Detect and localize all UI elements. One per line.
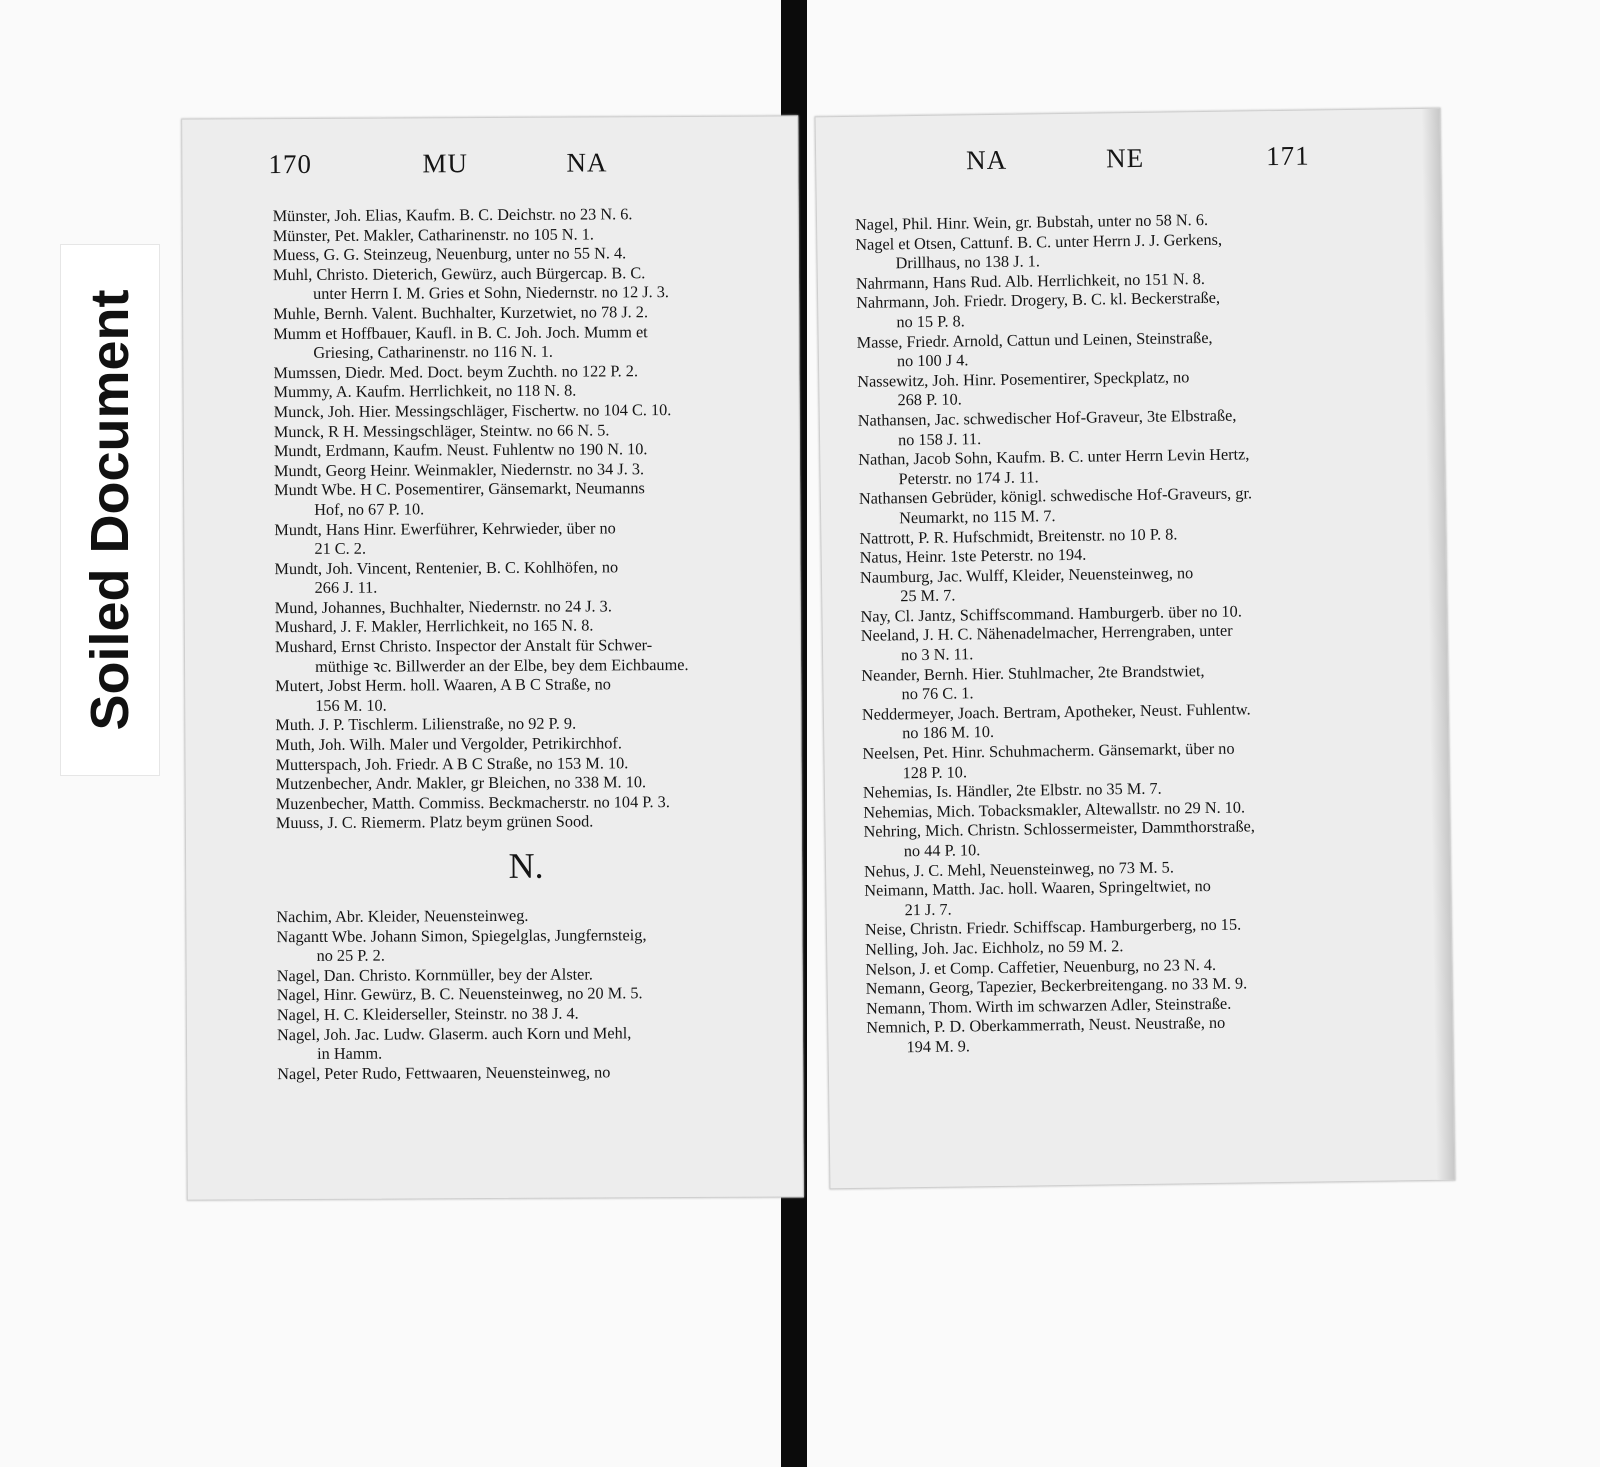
directory-entry: Mutert, Jobst Herm. holl. Waaren, A B C Straße, no [275, 674, 611, 696]
directory-entry: Nelling, Joh. Jac. Eichholz, no 59 M. 2. [865, 936, 1124, 959]
directory-entry-continuation: Griesing, Catharinenstr. no 116 N. 1. [313, 341, 553, 363]
page-edge [1421, 109, 1454, 1180]
directory-entry: Mumssen, Diedr. Med. Doct. beym Zuchth. no 122 P. 2. [273, 360, 639, 382]
directory-entry: Nagel, Dan. Christo. Kornmüller, bey der Alster. [276, 964, 594, 985]
directory-entry-continuation: Neumarkt, no 115 M. 7. [899, 506, 1056, 528]
directory-entry-continuation: 25 M. 7. [900, 585, 956, 606]
directory-entry: Nehus, J. C. Mehl, Neuensteinweg, no 73 M. 5. [863, 857, 1174, 881]
directory-entry: Nemann, Thom. Wirth im schwarzen Adler, Steinstraße. [865, 993, 1232, 1018]
directory-entry: Nelson, J. et Comp. Caffetier, Neuenburg, no 23 N. 4. [865, 954, 1217, 979]
directory-entry: Naumburg, Jac. Wulff, Kleider, Neuensteinweg, no [859, 562, 1194, 587]
directory-entry: Neise, Christn. Friedr. Schiffscap. Hamburgerberg, no 15. [864, 914, 1242, 940]
directory-entry: Muth, Joh. Wilh. Maler und Vergolder, Petrikirchhof. [275, 733, 622, 755]
directory-entry: Nagantt Wbe. Johann Simon, Spiegelglas, Jungfernsteig, [276, 924, 647, 946]
directory-entry: Nathansen Gebrüder, königl. schwedische Hof-Graveurs, gr. [858, 483, 1253, 509]
directory-entry: Mutterspach, Joh. Friedr. A B C Straße, no 153 M. 10. [275, 752, 629, 774]
directory-entry-continuation: in Hamm. [317, 1043, 383, 1064]
directory-entry: Neelsen, Pet. Hinr. Schuhmacherm. Gänsemarkt, über no [862, 738, 1235, 763]
right-entries [855, 207, 1397, 1057]
directory-entry: Nahrmann, Joh. Friedr. Drogery, B. C. kl. Beckerstraße, [856, 288, 1221, 313]
directory-entry: Münster, Joh. Elias, Kaufm. B. C. Deichstr. no 23 N. 6. [272, 204, 633, 226]
directory-entry: Muhle, Bernh. Valent. Buchhalter, Kurzetwiet, no 78 J. 2. [273, 302, 649, 324]
directory-entry: Muzenbecher, Matth. Commiss. Beckmacherstr. no 104 P. 3. [275, 791, 670, 813]
section-letter-n: N. [508, 845, 544, 886]
right-page [815, 108, 1456, 1190]
directory-entry: Nehring, Mich. Christn. Schlossermeister, Dammthorstraße, [863, 816, 1256, 842]
right-header-right: NE [1105, 142, 1145, 174]
directory-entry: Neander, Bernh. Hier. Stuhlmacher, 2te Brandstwiet, [861, 660, 1205, 685]
directory-entry-continuation: 268 P. 10. [897, 389, 962, 410]
directory-entry: Mundt, Joh. Vincent, Rentenier, B. C. Kohlhöfen, no [274, 557, 619, 578]
directory-entry: Nathan, Jacob Sohn, Kaufm. B. C. unter Herrn Levin Hertz, [858, 444, 1250, 469]
directory-entry-continuation: Hof, no 67 P. 10. [314, 499, 425, 519]
directory-entry: Munck, R H. Messingschläger, Steintw. no 66 N. 5. [273, 419, 610, 441]
directory-entry: Nathansen, Jac. schwedischer Hof-Graveur, 3te Elbstraße, [857, 405, 1237, 430]
directory-entry: Nemnich, P. D. Oberkammerrath, Neust. Neustraße, no [866, 1013, 1226, 1038]
directory-entry: Nagel, H. C. Kleiderseller, Steinstr. no 38 J. 4. [276, 1003, 579, 1025]
directory-entry: Nay, Cl. Jantz, Schiffscommand. Hamburgerb. über no 10. [860, 601, 1242, 626]
directory-entry: Neeland, J. H. C. Nähenadelmacher, Herrengraben, unter [860, 621, 1233, 646]
directory-entry: Nattrott, P. R. Hufschmidt, Breitenstr. no 10 P. 8. [859, 523, 1178, 548]
directory-entry-continuation: no 15 P. 8. [896, 311, 965, 332]
stamp-label: Soiled Document [80, 289, 140, 731]
directory-entry: Nagel, Phil. Hinr. Wein, gr. Bubstah, unter no 58 N. 6. [854, 209, 1209, 234]
directory-entry: Nagel et Otsen, Cattunf. B. C. unter Herrn J. J. Gerkens, [855, 229, 1223, 254]
directory-entry: Nassewitz, Joh. Hinr. Posementirer, Speckplatz, no [857, 366, 1190, 391]
directory-entry-continuation: Peterstr. no 174 J. 11. [898, 467, 1039, 489]
directory-entry: Nagel, Peter Rudo, Fettwaaren, Neuensteinweg, no [277, 1062, 611, 1083]
directory-entry-continuation: 156 M. 10. [315, 695, 387, 715]
right-page-number: 171 [1265, 140, 1310, 172]
directory-entry-continuation: 21 C. 2. [314, 538, 367, 559]
directory-entry-continuation: no 3 N. 11. [900, 644, 974, 665]
directory-entry: Munck, Joh. Hier. Messingschläger, Fischertw. no 104 C. 10. [273, 399, 672, 422]
directory-entry: Mund, Johannes, Buchhalter, Niedernstr. no 24 J. 3. [274, 596, 612, 618]
directory-entry: Masse, Friedr. Arnold, Cattun und Leinen, Steinstraße, [856, 327, 1213, 352]
directory-entry: Mundt, Georg Heinr. Weinmakler, Niedernstr. no 34 J. 3. [273, 458, 645, 480]
directory-entry: Nehemias, Mich. Tobacksmakler, Altewallstr. no 29 N. 10. [863, 797, 1246, 822]
directory-entry-continuation: 21 J. 7. [904, 899, 952, 920]
soiled-document-stamp [60, 244, 160, 776]
directory-entry-continuation: no 100 J 4. [896, 350, 969, 371]
directory-entry: Neimann, Matth. Jac. holl. Waaren, Springeltwiet, no [864, 876, 1212, 900]
directory-entry: Nahrmann, Hans Rud. Alb. Herrlichkeit, no 151 N. 8. [855, 268, 1206, 293]
directory-entry: Nemann, Georg, Tapezier, Beckerbreitengang. no 33 M. 9. [865, 973, 1248, 998]
left-page [181, 115, 804, 1200]
directory-entry: Mumm et Hoffbauer, Kaufl. in B. C. Joh. Joch. Mumm et [273, 321, 648, 343]
directory-entry: Muhl, Christo. Dieterich, Gewürz, auch Bürgercap. B. C. [272, 262, 646, 284]
directory-entry: Mutzenbecher, Andr. Makler, gr Bleichen, no 338 M. 10. [275, 772, 647, 794]
directory-entry: Muess, G. G. Steinzeug, Neuenburg, unter no 55 N. 4. [272, 243, 627, 265]
directory-entry-continuation: 128 P. 10. [902, 761, 968, 782]
directory-entry-continuation: no 76 C. 1. [901, 683, 974, 704]
directory-entry-continuation: unter Herrn I. M. Gries et Sohn, Niedernstr. no 12 J. 3. [313, 282, 670, 304]
directory-entry: Mummy, A. Kaufm. Herrlichkeit, no 118 N. 8. [273, 380, 577, 402]
directory-entry-continuation: no 158 J. 11. [897, 428, 982, 449]
directory-entry: Natus, Heinr. 1ste Peterstr. no 194. [859, 544, 1087, 567]
directory-entry: Mushard, J. F. Makler, Herrlichkeit, no 165 N. 8. [274, 615, 594, 637]
directory-entry-continuation: no 44 P. 10. [903, 840, 981, 861]
directory-entry-continuation: Drillhaus, no 138 J. 1. [895, 251, 1040, 273]
directory-entry: Muth. J. P. Tischlerm. Lilienstraße, no 92 P. 9. [275, 714, 577, 735]
directory-entry: Nagel, Hinr. Gewürz, B. C. Neuensteinweg, no 20 M. 5. [276, 983, 643, 1005]
directory-entry-continuation: müthige ꝛc. Billwerder an der Elbe, bey dem Eichbaume. [314, 654, 689, 676]
directory-entry: Neddermeyer, Joach. Bertram, Apotheker, Neust. Fuhlentw. [861, 699, 1251, 724]
directory-entry: Nachim, Abr. Kleider, Neuensteinweg. [276, 905, 529, 927]
right-header-left: NA [965, 144, 1008, 176]
directory-entry: Münster, Pet. Makler, Catharinenstr. no 105 N. 1. [272, 224, 594, 245]
directory-entry: Mushard, Ernst Christo. Inspector der Anstalt für Schwer- [274, 635, 653, 657]
left-header-right: NA [566, 147, 608, 178]
directory-entry-continuation: 194 M. 9. [906, 1036, 970, 1057]
directory-entry: Mundt, Erdmann, Kaufm. Neust. Fuhlentw no 190 N. 10. [273, 439, 648, 461]
directory-entry: Mundt Wbe. H C. Posementirer, Gänsemarkt, Neumanns [274, 478, 645, 500]
directory-entry: Muuss, J. C. Riemerm. Platz beym grünen Sood. [275, 811, 594, 833]
left-entries [273, 204, 778, 1084]
left-header-left: MU [422, 148, 469, 179]
directory-entry: Nagel, Joh. Jac. Ludw. Glaserm. auch Korn und Mehl, [276, 1022, 632, 1044]
directory-entry-continuation: no 25 P. 2. [316, 945, 385, 966]
directory-entry-continuation: no 186 M. 10. [902, 722, 995, 743]
left-page-number: 170 [268, 148, 312, 180]
directory-entry-continuation: 266 J. 11. [314, 577, 378, 598]
directory-entry: Nehemias, Is. Händler, 2te Elbstr. no 35 M. 7. [862, 778, 1162, 803]
directory-entry: Mundt, Hans Hinr. Ewerführer, Kehrwieder, über no [274, 517, 616, 539]
